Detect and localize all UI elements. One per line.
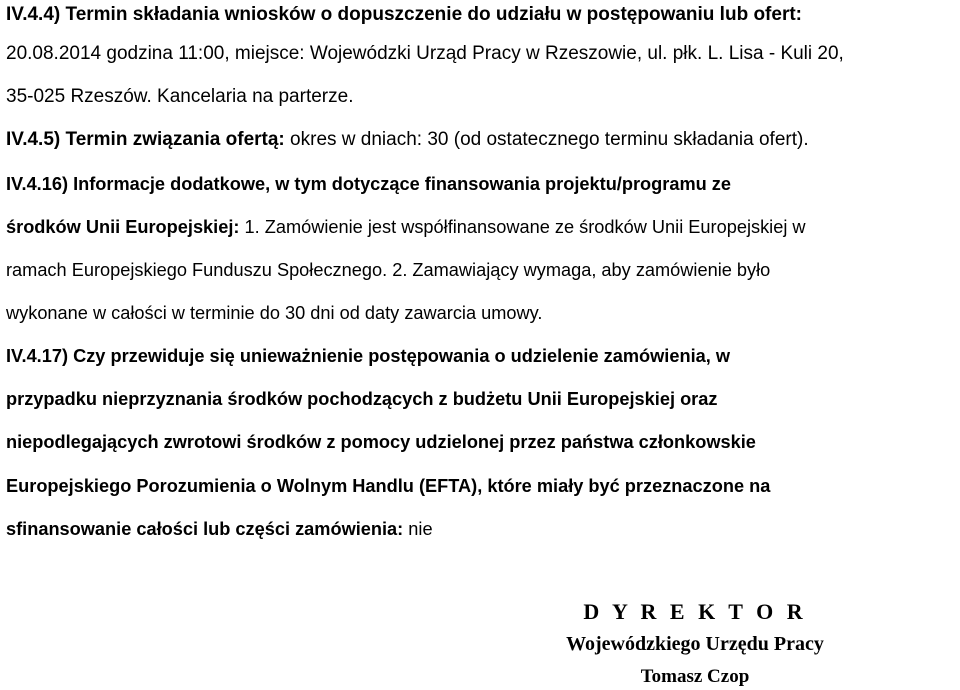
section-4-16-text-line-2: 1. Zamówienie jest współfinansowane ze środków Unii Europejskiej w	[239, 217, 806, 237]
section-4-17-line-2: przypadku nieprzyznania środków pochodzących z budżetu Unii Europejskiej oraz	[6, 389, 718, 409]
section-4-16-line-4: wykonane w całości w terminie do 30 dni od daty zawarcia umowy.	[6, 303, 543, 323]
section-4-17-answer: nie	[403, 519, 433, 539]
signature-name: Tomasz Czop	[640, 666, 750, 687]
section-4-16-line-3: ramach Europejskiego Funduszu Społecznego. 2. Zamawiający wymaga, aby zamówienie było	[6, 260, 771, 280]
section-4-5-text: okres w dniach: 30 (od ostatecznego terminu składania ofert).	[284, 129, 809, 150]
section-4-17-line-3: niepodlegających zwrotowi środków z pomocy udzielonej przez państwa członkowskie	[6, 432, 756, 452]
section-4-17-line-4: Europejskiego Porozumienia o Wolnym Handlu (EFTA), które miały być przeznaczone na	[6, 476, 771, 496]
section-4-4-line-3: 35-025 Rzeszów. Kancelaria na parterze.	[6, 86, 354, 107]
section-4-16-label-line-2: środków Unii Europejskiej:	[6, 217, 240, 237]
section-4-5	[6, 129, 809, 151]
section-4-17-question-end: sfinansowanie całości lub części zamówienia:	[6, 519, 404, 539]
signature-office: Wojewódzkiego Urzędu Pracy	[566, 633, 824, 655]
section-4-17-line-1: IV.4.17) Czy przewiduje się unieważnienie postępowania o udzielenie zamówienia, w	[6, 346, 730, 366]
section-4-17-line-5	[6, 518, 433, 540]
signature-title: D Y R E K T O R	[583, 599, 807, 624]
section-4-5-label: IV.4.5) Termin związania ofertą:	[6, 129, 285, 150]
section-4-16-line-2	[6, 216, 806, 238]
section-4-4-heading: IV.4.4) Termin składania wniosków o dopuszczenie do udziału w postępowaniu lub ofert:	[6, 4, 802, 25]
section-4-4-line-2: 20.08.2014 godzina 11:00, miejsce: Wojewódzki Urząd Pracy w Rzeszowie, ul. płk. L. Lisa - Kuli 20,	[6, 43, 844, 64]
section-4-16-label-line-1: IV.4.16) Informacje dodatkowe, w tym dotyczące finansowania projektu/programu ze	[6, 174, 731, 194]
